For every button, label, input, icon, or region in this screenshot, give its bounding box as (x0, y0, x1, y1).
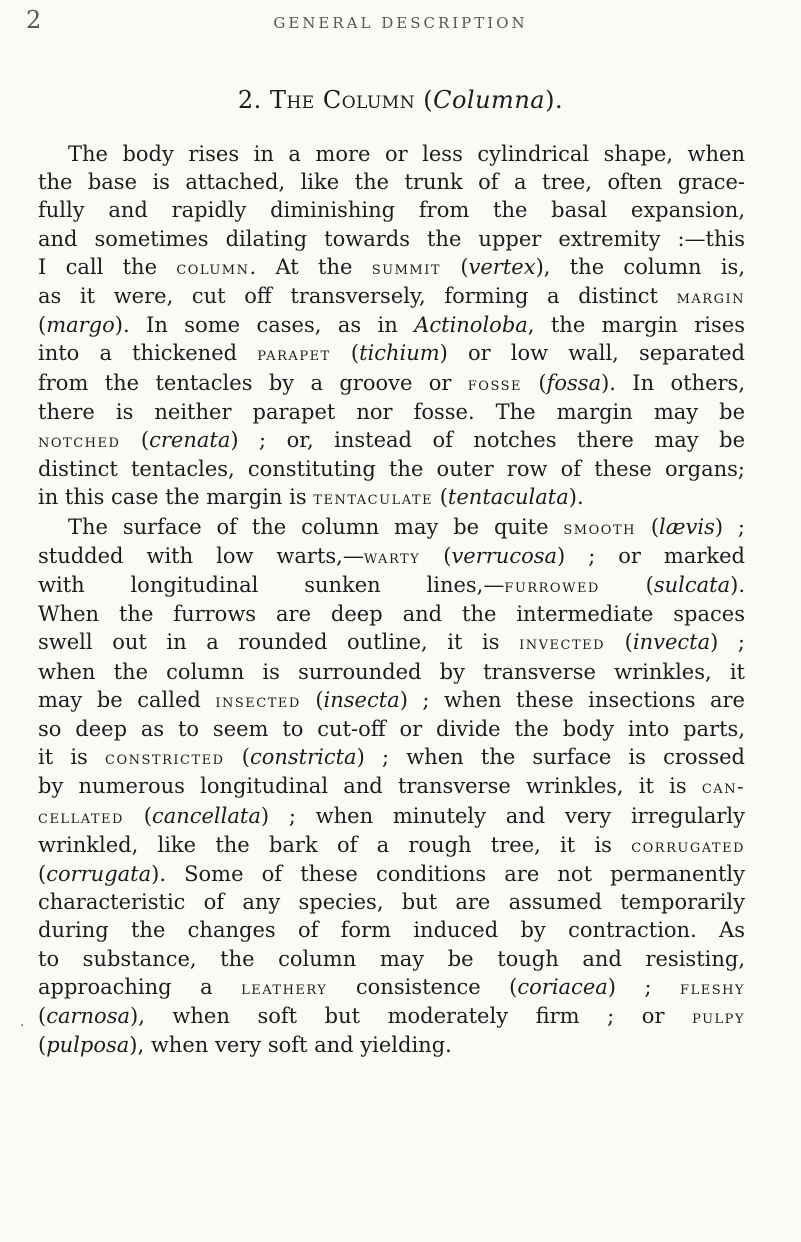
section-title-text: The Column (269, 86, 416, 114)
text-line: studded with low warts,—warty (verrucosa) ; or marked (38, 543, 745, 568)
latin-fossa: fossa (546, 370, 602, 395)
text-line: I call the column. At the summit (vertex), the column is, (38, 254, 745, 279)
text-line: The surface of the column may be quite smooth (lævis) ; (68, 514, 745, 539)
term-pulpy: pulpy (692, 1006, 745, 1029)
text-line: swell out in a rounded outline, it is invected (invecta) ; (38, 630, 745, 655)
section-number: 2. (237, 86, 262, 114)
latin-cancellata: cancellata (151, 803, 261, 828)
body-text (38, 140, 745, 1060)
latin-tichium: tichium (359, 341, 440, 366)
latin-sulcata: sulcata (653, 573, 731, 598)
running-head: GENERAL DESCRIPTION (273, 14, 528, 32)
text-line: (carnosa), when soft but moderately firm ; or pulpy (38, 1004, 745, 1029)
latin-margo: margo (46, 313, 115, 338)
text-line: to substance, the column may be tough and resisting, (38, 946, 745, 971)
text-line: and sometimes dilating towards the upper extremity :—this (38, 226, 745, 251)
text-line: (margo). In some cases, as in Actinoloba, the margin rises (38, 313, 745, 338)
term-column: column (176, 256, 250, 279)
text-line: by numerous longitudinal and transverse wrinkles, it is can- (38, 774, 745, 799)
text-line: distinct tentacles, constituting the outer row of these organs; (38, 457, 745, 482)
latin-insecta: insecta (323, 687, 400, 712)
term-invected: invected (519, 632, 606, 655)
term-tentaculate: tentaculate (313, 487, 434, 510)
text-line: there is neither parapet nor fosse. The margin may be (38, 399, 745, 424)
term-notched: notched (38, 430, 121, 453)
text-line: approaching a leathery consistence (coriacea) ; fleshy (38, 974, 746, 999)
section-title (0, 86, 801, 114)
section-latin-close: ). (545, 86, 564, 114)
text-line: notched (crenata) ; or, instead of notches there may be (38, 428, 746, 453)
text-line: into a thickened parapet (tichium) or low wall, separated (38, 341, 746, 366)
latin-verrucosa: verrucosa (451, 543, 558, 568)
text-line: the base is attached, like the trunk of a tree, often grace- (38, 170, 745, 195)
text-line: in this case the margin is tentaculate (tentaculata). (38, 485, 584, 510)
latin-laevis: lævis (659, 514, 715, 539)
term-fosse: fosse (467, 372, 523, 395)
term-parapet: parapet (257, 343, 331, 366)
term-insected: insected (215, 689, 301, 712)
text-line: during the changes of form induced by contraction. As (38, 918, 745, 943)
latin-crenata: crenata (149, 428, 231, 453)
text-line: When the furrows are deep and the intermediate spaces (38, 602, 745, 627)
margin-mark: · (20, 1018, 25, 1034)
latin-corrugata: corrugata (46, 862, 152, 887)
term-corrugated: corrugated (631, 834, 745, 857)
text-line: (pulposa), when very soft and yielding. (38, 1033, 452, 1058)
text-line: when the column is surrounded by transverse wrinkles, it (38, 659, 745, 684)
latin-vertex: vertex (468, 254, 536, 279)
latin-invecta: invecta (632, 630, 711, 655)
text-line: from the tentacles by a groove or fosse (fossa). In others, (38, 370, 745, 395)
text-line: wrinkled, like the bark of a rough tree, it is corrugated (38, 832, 745, 857)
term-fleshy: fleshy (680, 976, 746, 999)
section-latin-open: ( (423, 86, 434, 114)
latin-pulposa: pulposa (46, 1033, 130, 1058)
text-line: so deep as to seem to cut-off or divide the body into parts, (38, 717, 745, 742)
section-latin: Columna (433, 86, 546, 114)
text-line: (corrugata). Some of these conditions are not permanently (38, 862, 745, 887)
text-line: it is constricted (constricta) ; when the surface is crossed (38, 745, 745, 770)
page-number: 2 (26, 6, 42, 34)
term-margin: margin (676, 286, 745, 309)
term-summit: summit (371, 256, 442, 279)
latin-constricta: constricta (249, 745, 357, 770)
text-line: fully and rapidly diminishing from the basal expansion, (38, 198, 745, 223)
latin-coriacea: coriacea (517, 974, 608, 999)
text-line: characteristic of any species, but are assumed temporarily (38, 890, 745, 915)
term-furrowed: furrowed (504, 575, 600, 598)
term-cancellated-end: cellated (38, 805, 124, 828)
text-line: The body rises in a more or less cylindrical shape, when (68, 142, 745, 166)
text-line: may be called insected (insecta) ; when these insections are (38, 687, 745, 712)
text-line: with longitudinal sunken lines,—furrowed (sulcata). (38, 573, 746, 598)
term-smooth: smooth (563, 516, 636, 539)
latin-actinoloba: Actinoloba (414, 313, 528, 338)
term-constricted: constricted (105, 747, 225, 770)
latin-tentaculata: tentaculata (447, 485, 569, 510)
term-leathery: leathery (241, 976, 328, 999)
text-line: cellated (cancellata) ; when minutely and very irregularly (38, 803, 746, 828)
latin-carnosa: carnosa (46, 1004, 130, 1029)
term-warty: warty (363, 545, 421, 568)
term-cancellated-start: can- (701, 776, 745, 799)
text-line: as it were, cut off transversely, forming a distinct margin (38, 284, 745, 309)
